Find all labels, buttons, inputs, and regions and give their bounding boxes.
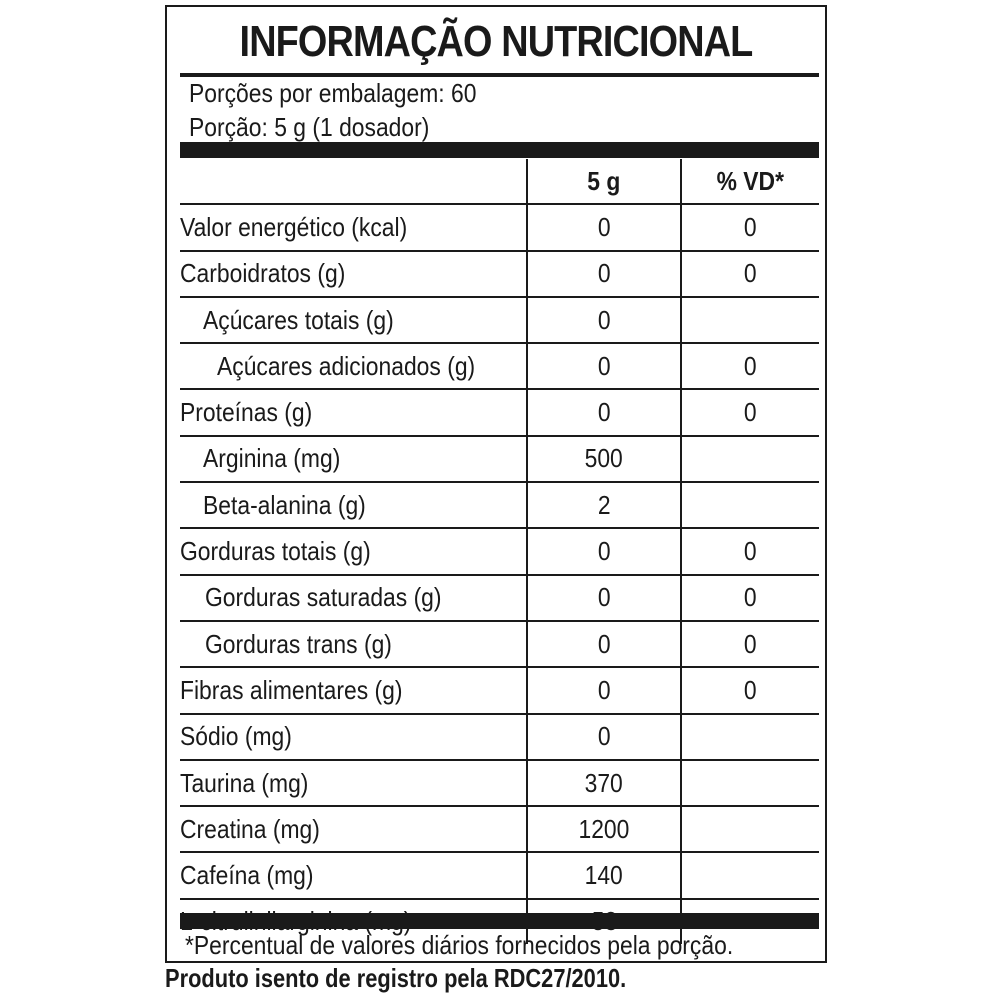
nutrition-table-wrapper [180, 159, 819, 944]
nutrient-name: Açúcares adicionados (g) [180, 343, 527, 389]
nutrient-quantity: 0 [527, 667, 681, 713]
table-row [180, 760, 819, 806]
nutrition-table-body [180, 204, 819, 944]
table-row [180, 204, 819, 250]
nutrient-quantity: 500 [527, 436, 681, 482]
nutrient-quantity: 0 [527, 714, 681, 760]
daily-value-footnote: *Percentual de valores diários fornecidos pela porção. [185, 930, 734, 960]
label-title: INFORMAÇÃO NUTRICIONAL [239, 17, 753, 66]
nutrient-name: Gorduras trans (g) [180, 621, 527, 667]
nutrient-name: Proteínas (g) [180, 389, 527, 435]
header-nutrient [180, 159, 527, 204]
nutrient-daily-value: 0 [681, 343, 819, 389]
nutrient-daily-value: 0 [681, 251, 819, 297]
nutrient-quantity: 0 [527, 389, 681, 435]
nutrient-name: Creatina (mg) [180, 806, 527, 852]
nutrient-daily-value: 0 [681, 389, 819, 435]
table-row [180, 852, 819, 898]
table-row [180, 621, 819, 667]
nutrient-name: Beta-alanina (g) [180, 482, 527, 528]
nutrient-daily-value: 0 [681, 528, 819, 574]
table-row [180, 528, 819, 574]
nutrient-quantity: 0 [527, 575, 681, 621]
nutrient-daily-value [681, 436, 819, 482]
nutrient-name: Cafeína (mg) [180, 852, 527, 898]
footer-divider [180, 913, 819, 929]
table-row [180, 343, 819, 389]
nutrient-quantity: 1200 [527, 806, 681, 852]
nutrient-quantity: 0 [527, 621, 681, 667]
nutrient-daily-value: 0 [681, 204, 819, 250]
table-row [180, 714, 819, 760]
nutrient-quantity: 0 [527, 343, 681, 389]
nutrient-name: Valor energético (kcal) [180, 204, 527, 250]
nutrient-name: Fibras alimentares (g) [180, 667, 527, 713]
nutrient-daily-value [681, 760, 819, 806]
header-daily-value: % VD* [681, 159, 819, 204]
nutrient-daily-value [681, 806, 819, 852]
nutrient-name: Gorduras totais (g) [180, 528, 527, 574]
nutrient-name: Gorduras saturadas (g) [180, 575, 527, 621]
table-row [180, 297, 819, 343]
nutrient-quantity: 0 [527, 528, 681, 574]
header-quantity: 5 g [527, 159, 681, 204]
nutrient-daily-value: 0 [681, 575, 819, 621]
nutrient-name: Sódio (mg) [180, 714, 527, 760]
nutrient-daily-value [681, 482, 819, 528]
nutrient-quantity: 2 [527, 482, 681, 528]
nutrition-facts-label [165, 5, 827, 963]
serving-divider [180, 142, 819, 158]
table-row [180, 575, 819, 621]
nutrient-daily-value: 0 [681, 667, 819, 713]
nutrient-daily-value: 0 [681, 621, 819, 667]
nutrient-quantity: 0 [527, 297, 681, 343]
nutrient-name: Arginina (mg) [180, 436, 527, 482]
nutrient-daily-value [681, 714, 819, 760]
table-row [180, 667, 819, 713]
nutrient-quantity: 0 [527, 251, 681, 297]
nutrient-quantity: 0 [527, 204, 681, 250]
nutrient-quantity: 370 [527, 760, 681, 806]
nutrient-name: Taurina (mg) [180, 760, 527, 806]
nutrition-table [180, 159, 819, 944]
nutrient-daily-value [681, 297, 819, 343]
table-row [180, 436, 819, 482]
table-row [180, 806, 819, 852]
serving-size: Porção: 5 g (1 dosador) [189, 112, 430, 142]
nutrient-name: Açúcares totais (g) [180, 297, 527, 343]
nutrient-daily-value [681, 852, 819, 898]
table-header-row [180, 159, 819, 204]
table-row [180, 389, 819, 435]
nutrient-quantity: 140 [527, 852, 681, 898]
registry-note: Produto isento de registro pela RDC27/2010. [165, 963, 627, 993]
table-row [180, 482, 819, 528]
nutrient-name: Carboidratos (g) [180, 251, 527, 297]
servings-per-package: Porções por embalagem: 60 [189, 78, 477, 108]
table-row [180, 251, 819, 297]
